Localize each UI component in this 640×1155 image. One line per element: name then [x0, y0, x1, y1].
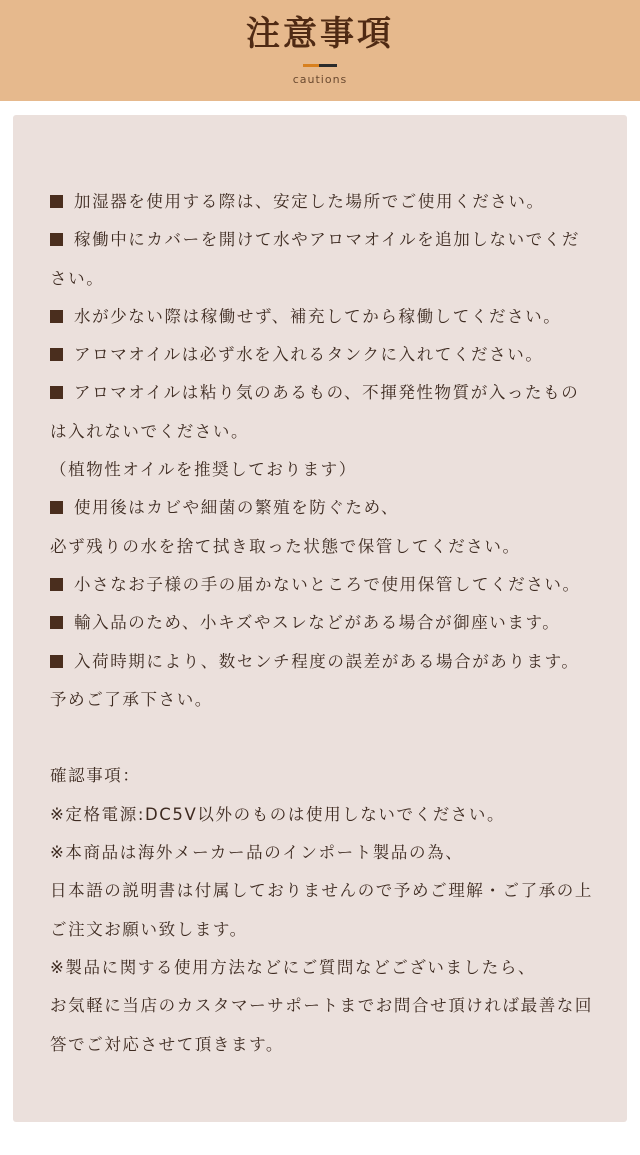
caution-text: 入荷時期により、数センチ程度の誤差がある場合があります。: [74, 651, 580, 671]
caution-item: [50, 566, 624, 604]
header-banner: [0, 0, 640, 101]
caution-item: [50, 643, 624, 681]
confirmation-line: ※製品に関する使用方法などにご質問などございましたら、: [50, 957, 537, 977]
square-bullet-icon: [50, 578, 63, 591]
title-underline-orange: [303, 64, 319, 67]
caution-item: [50, 298, 624, 336]
cautions-panel: [13, 115, 627, 1122]
confirmation-line: ※定格電源:DC5V以外のものは使用しないでください。: [50, 804, 506, 824]
title-underline-dark: [319, 64, 337, 67]
confirmation-line: ご注文お願い致します。: [50, 919, 248, 939]
square-bullet-icon: [50, 386, 63, 399]
caution-text: 使用後はカビや細菌の繁殖を防ぐため、: [74, 498, 400, 518]
confirmation-line: お気軽に当店のカスタマーサポートまでお問合せ頂ければ最善な回: [50, 996, 593, 1016]
caution-continuation: 必ず残りの水を捨て拭き取った状態で保管してください。: [50, 536, 521, 556]
square-bullet-icon: [50, 348, 63, 361]
square-bullet-icon: [50, 501, 63, 514]
caution-text: 水が少ない際は稼働せず、補充してから稼働してください。: [74, 306, 562, 326]
caution-item: [50, 374, 624, 412]
caution-text: 輸入品のため、小キズやスレなどがある場合が御座います。: [74, 613, 561, 633]
caution-text: アロマオイルは粘り気のあるもの、不揮発性物質が入ったもの: [74, 383, 580, 403]
confirmation-heading: 確認事項：: [50, 766, 141, 786]
caution-continuation: 予めご了承下さい。: [50, 689, 213, 709]
caution-item: [50, 183, 624, 221]
square-bullet-icon: [50, 310, 63, 323]
square-bullet-icon: [50, 195, 63, 208]
cautions-text: [50, 183, 624, 1064]
caution-continuation: は入れないでください。: [50, 421, 250, 441]
caution-item: [50, 489, 624, 527]
page-title: 注意事項: [246, 14, 394, 54]
square-bullet-icon: [50, 655, 63, 668]
square-bullet-icon: [50, 233, 63, 246]
caution-item: [50, 604, 624, 642]
page-subtitle: cautions: [292, 73, 348, 86]
caution-item: [50, 221, 624, 259]
confirmation-line: 答でご対応させて頂きます。: [50, 1034, 284, 1054]
caution-note: （植物性オイルを推奨しております）: [50, 460, 357, 480]
caution-item: [50, 336, 624, 374]
confirmation-line: 日本語の説明書は付属しておりませんので予めご理解・ご了承の上: [50, 881, 593, 901]
confirmation-line: ※本商品は海外メーカー品のインポート製品の為、: [50, 843, 464, 863]
square-bullet-icon: [50, 616, 63, 629]
caution-continuation: さい。: [50, 268, 105, 288]
caution-text: 稼働中にカバーを開けて水やアロマオイルを追加しないでくだ: [74, 230, 580, 250]
caution-text: 加湿器を使用する際は、安定した場所でご使用ください。: [74, 192, 545, 211]
caution-text: アロマオイルは必ず水を入れるタンクに入れてください。: [74, 345, 544, 365]
caution-text: 小さなお子様の手の届かないところで使用保管してください。: [74, 574, 581, 594]
section-spacer: [50, 719, 624, 757]
